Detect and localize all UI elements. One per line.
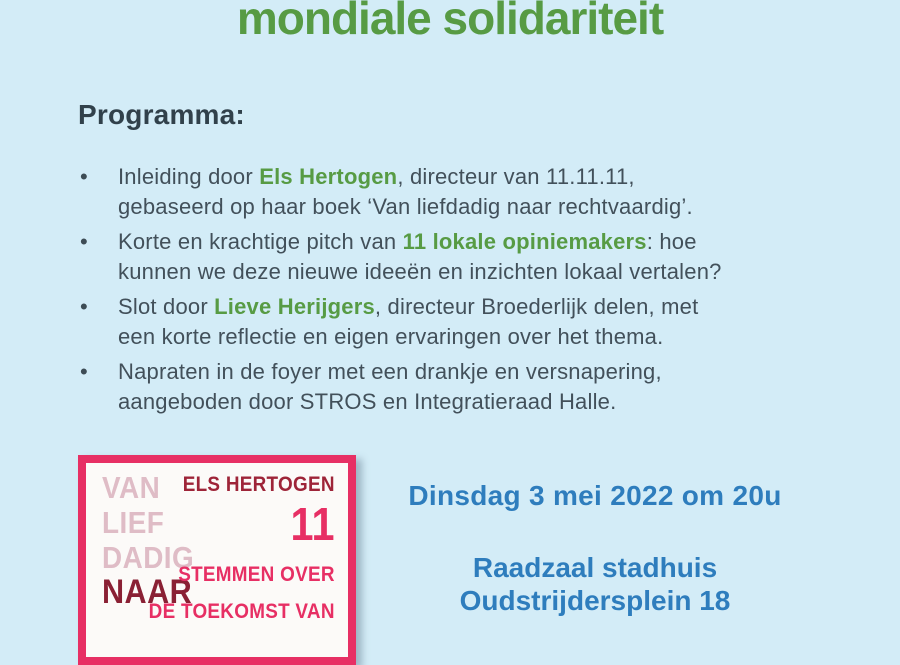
list-item	[80, 357, 800, 417]
event-address: Oudstrijdersplein 18	[459, 585, 731, 616]
text-segment: Napraten in de foyer met een drankje en versnapering,	[118, 359, 662, 384]
bullet-icon: •	[80, 229, 88, 254]
bullet-icon: •	[80, 359, 88, 384]
text-segment: , directeur van 11.11.11,	[397, 164, 635, 189]
programma-heading: Programma:	[78, 99, 245, 130]
bullet-line	[118, 227, 800, 257]
list-item-text	[118, 357, 800, 417]
list-item	[80, 292, 800, 352]
list-item	[80, 162, 800, 222]
bullet-line	[118, 292, 800, 322]
cover-word: LIEF	[102, 505, 165, 540]
bullet-line	[118, 192, 800, 222]
event-venue: Raadzaal stadhuis	[472, 552, 718, 583]
text-segment: Slot door	[118, 294, 215, 319]
bullet-line	[118, 357, 800, 387]
text-segment: , directeur Broederlijk delen, met	[374, 294, 699, 319]
highlight-name: 11 lokale opiniemakers	[402, 229, 647, 254]
cover-subtitle-line: DE TOEKOMST VAN	[148, 600, 335, 623]
list-item-text	[118, 162, 800, 222]
bullet-line	[118, 257, 800, 287]
book-cover-subtitle	[149, 473, 335, 624]
highlight-name: Els Hertogen	[259, 164, 398, 189]
cover-author: ELS HERTOGEN	[182, 473, 335, 496]
list-item-text	[118, 292, 800, 352]
event-datetime: Dinsdag 3 mei 2022 om 20u	[408, 480, 782, 511]
text-segment: Korte en krachtige pitch van	[118, 229, 403, 254]
list-item	[80, 227, 800, 287]
programma-list	[80, 162, 800, 422]
event-details	[390, 481, 800, 617]
bullet-icon: •	[80, 294, 88, 319]
bullet-line	[118, 387, 800, 417]
cover-subtitle-line: STEMMEN OVER	[178, 563, 335, 586]
page-title: mondiale solidariteit	[236, 0, 664, 44]
cover-word: VAN	[102, 470, 161, 505]
text-segment: Inleiding door	[118, 164, 260, 189]
bullet-line	[118, 162, 800, 192]
cover-word: NAAR	[102, 573, 193, 611]
text-segment: gebaseerd op haar boek ‘Van liefdadig naar rechtvaardig’.	[118, 194, 693, 219]
cover-number: 11	[290, 498, 335, 550]
bullet-icon: •	[80, 164, 88, 189]
highlight-name: Lieve Herijgers	[214, 294, 375, 319]
text-segment: aangeboden door STROS en Integratieraad Halle.	[118, 389, 617, 414]
book-cover	[78, 455, 356, 665]
text-segment: een korte reflectie en eigen ervaringen over het thema.	[118, 324, 664, 349]
bullet-line	[118, 322, 800, 352]
list-item-text	[118, 227, 800, 287]
cover-word: DADIG	[102, 540, 195, 575]
text-segment: kunnen we deze nieuwe ideeën en inzichten lokaal vertalen?	[118, 259, 722, 284]
text-segment: : hoe	[646, 229, 697, 254]
